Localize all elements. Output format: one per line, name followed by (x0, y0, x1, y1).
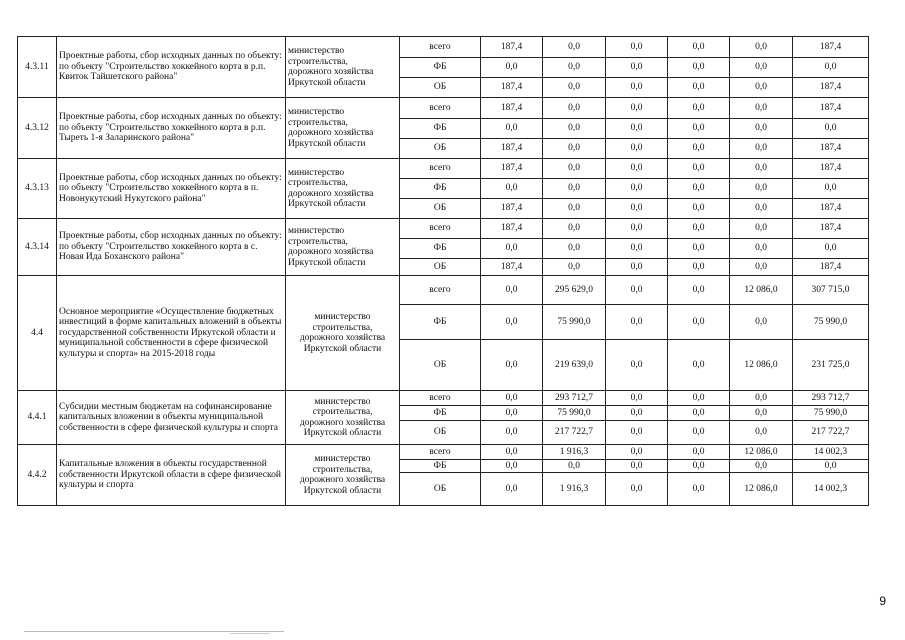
amount-total-cell: 307 715,0 (793, 276, 869, 305)
amount-cell: 0,0 (543, 460, 606, 473)
amount-cell: 0,0 (730, 391, 793, 406)
table-body (18, 37, 869, 506)
amount-cell: 0,0 (481, 119, 543, 139)
amount-cell: 0,0 (668, 445, 730, 460)
executor-line: министерство (314, 312, 371, 322)
amount-cell: 0,0 (668, 37, 730, 58)
table-row (18, 219, 869, 239)
amount-cell: 0,0 (606, 239, 668, 259)
executor-line: строительства, (312, 407, 373, 417)
amount-cell: 0,0 (730, 139, 793, 159)
amount-cell: 0,0 (668, 179, 730, 199)
amount-total-cell: 0,0 (793, 119, 869, 139)
row-executor (286, 159, 400, 219)
executor-line: строительства, (312, 464, 373, 475)
row-executor (286, 98, 400, 159)
row-code: 4.3.12 (18, 98, 57, 159)
amount-cell: 187,4 (481, 159, 543, 179)
amount-cell: 0,0 (606, 259, 668, 276)
executor-line: министерство (288, 226, 345, 236)
amount-cell: 0,0 (606, 119, 668, 139)
amount-cell: 0,0 (606, 98, 668, 119)
amount-cell: 12 086,0 (730, 445, 793, 460)
page-number: 9 (879, 594, 886, 608)
amount-total-cell: 187,4 (793, 219, 869, 239)
amount-cell: 187,4 (481, 219, 543, 239)
row-activity-name: Проектные работы, сбор исходных данных по объекту: по объекту "Строительство хоккейного корта в п. Новонукутский Нукутского района" (57, 159, 286, 219)
amount-cell: 0,0 (730, 119, 793, 139)
amount-cell: 187,4 (481, 139, 543, 159)
row-activity-name: Основное мероприятие «Осуществление бюджетных инвестиций в форме капитальных вложений в объекты государственной собственности Иркутской области и муниципальной собственности в сфере физической культуры и спорта» на 2015-2018 годы (57, 276, 286, 391)
amount-cell: 0,0 (543, 259, 606, 276)
amount-cell: 219 639,0 (543, 340, 606, 391)
funding-source: ФБ (400, 406, 481, 421)
amount-cell: 0,0 (606, 391, 668, 406)
amount-cell: 0,0 (730, 239, 793, 259)
amount-cell: 0,0 (730, 199, 793, 219)
row-activity-name: Субсидии местным бюджетам на софинансирование капитальных вложении в объекты муниципальной собственности в сфере физической культуры и спорта (57, 391, 286, 445)
table-row (18, 391, 869, 406)
amount-cell: 0,0 (606, 460, 668, 473)
executor-line: Иркутской области (288, 138, 366, 149)
amount-cell: 0,0 (481, 305, 543, 340)
amount-cell: 0,0 (481, 276, 543, 305)
amount-cell: 0,0 (543, 37, 606, 58)
amount-cell: 0,0 (481, 239, 543, 259)
amount-cell: 75 990,0 (543, 406, 606, 421)
amount-cell: 0,0 (543, 159, 606, 179)
amount-cell: 1 916,3 (543, 473, 606, 506)
amount-cell: 0,0 (668, 119, 730, 139)
amount-cell: 0,0 (730, 305, 793, 340)
funding-source: ФБ (400, 119, 481, 139)
amount-cell: 0,0 (543, 219, 606, 239)
row-executor (286, 276, 400, 391)
amount-cell: 0,0 (730, 179, 793, 199)
amount-total-cell: 0,0 (793, 58, 869, 78)
amount-cell: 0,0 (481, 460, 543, 473)
amount-cell: 0,0 (730, 58, 793, 78)
row-activity-name: Проектные работы, сбор исходных данных по объекту: по объекту "Строительство хоккейного корта в с. Новая Ида Боханского района" (57, 219, 286, 276)
amount-cell: 0,0 (543, 179, 606, 199)
amount-cell: 0,0 (543, 58, 606, 78)
amount-cell: 0,0 (481, 421, 543, 445)
funding-source: ФБ (400, 460, 481, 473)
amount-cell: 0,0 (543, 199, 606, 219)
executor-line: Иркутской области (288, 257, 366, 268)
amount-cell: 12 086,0 (730, 340, 793, 391)
funding-source: ФБ (400, 179, 481, 199)
amount-cell: 187,4 (481, 259, 543, 276)
amount-cell: 0,0 (606, 139, 668, 159)
amount-cell: 0,0 (730, 259, 793, 276)
row-executor (286, 37, 400, 98)
executor-line: Иркутской области (303, 343, 382, 354)
amount-cell: 0,0 (481, 391, 543, 406)
funding-source: ОБ (400, 259, 481, 276)
amount-cell: 0,0 (606, 37, 668, 58)
amount-total-cell: 187,4 (793, 199, 869, 219)
executor-line: дорожного хозяйства (299, 333, 386, 343)
amount-cell: 0,0 (606, 159, 668, 179)
amount-total-cell: 187,4 (793, 98, 869, 119)
amount-cell: 0,0 (730, 98, 793, 119)
row-executor (286, 219, 400, 276)
amount-cell: 293 712,7 (543, 391, 606, 406)
amount-cell: 0,0 (543, 119, 606, 139)
funding-source: ОБ (400, 78, 481, 98)
amount-total-cell: 75 990,0 (793, 406, 869, 421)
amount-cell: 0,0 (730, 78, 793, 98)
amount-total-cell: 0,0 (793, 239, 869, 259)
amount-cell: 0,0 (668, 276, 730, 305)
amount-cell: 12 086,0 (730, 276, 793, 305)
row-executor (286, 445, 400, 506)
amount-cell: 0,0 (606, 276, 668, 305)
amount-cell: 0,0 (668, 406, 730, 421)
executor-line: строительства, (288, 56, 348, 67)
amount-cell: 0,0 (606, 445, 668, 460)
amount-cell: 0,0 (668, 391, 730, 406)
executor-line: дорожного хозяйства (288, 247, 374, 257)
footer-rule (24, 631, 284, 632)
funding-source: всего (400, 219, 481, 239)
amount-total-cell: 187,4 (793, 37, 869, 58)
funding-source: всего (400, 276, 481, 305)
amount-cell: 0,0 (668, 98, 730, 119)
executor-line: министерство (314, 454, 371, 464)
amount-cell: 0,0 (730, 421, 793, 445)
amount-cell: 0,0 (606, 406, 668, 421)
amount-cell: 0,0 (668, 473, 730, 506)
row-code: 4.4.1 (18, 391, 57, 445)
amount-cell: 0,0 (606, 473, 668, 506)
amount-cell: 0,0 (481, 406, 543, 421)
amount-cell: 0,0 (606, 421, 668, 445)
funding-source: всего (400, 159, 481, 179)
executor-line: дорожного хозяйства (288, 128, 374, 138)
table-row (18, 98, 869, 119)
funding-source: ОБ (400, 473, 481, 506)
amount-cell: 0,0 (668, 58, 730, 78)
executor-line: дорожного хозяйства (299, 417, 386, 428)
amount-cell: 0,0 (668, 219, 730, 239)
executor-line: министерство (314, 396, 371, 407)
executor-line: Иркутской области (303, 485, 382, 496)
amount-cell: 12 086,0 (730, 473, 793, 506)
row-activity-name: Проектные работы, сбор исходных данных по объекту: по объекту "Строительство хоккейного корта в р.п. Квиток Тайшетского района" (57, 37, 286, 98)
footer-rule-short (230, 633, 270, 634)
funding-source: всего (400, 391, 481, 406)
amount-cell: 187,4 (481, 98, 543, 119)
amount-cell: 0,0 (606, 199, 668, 219)
amount-cell: 0,0 (481, 179, 543, 199)
funding-source: ФБ (400, 305, 481, 340)
row-code: 4.3.11 (18, 37, 57, 98)
amount-total-cell: 231 725,0 (793, 340, 869, 391)
amount-cell: 0,0 (606, 219, 668, 239)
executor-line: Иркутской области (288, 77, 366, 88)
amount-cell: 0,0 (730, 460, 793, 473)
executor-line: дорожного хозяйства (288, 67, 374, 77)
amount-cell: 0,0 (730, 159, 793, 179)
amount-cell: 187,4 (481, 78, 543, 98)
executor-line: министерство (288, 107, 345, 117)
executor-line: министерство (288, 167, 345, 178)
funding-source: ОБ (400, 139, 481, 159)
amount-cell: 0,0 (606, 78, 668, 98)
amount-cell: 0,0 (668, 421, 730, 445)
amount-cell: 0,0 (606, 340, 668, 391)
amount-total-cell: 14 002,3 (793, 445, 869, 460)
amount-total-cell: 217 722,7 (793, 421, 869, 445)
funding-source: ОБ (400, 340, 481, 391)
funding-source: ОБ (400, 421, 481, 445)
row-code: 4.4 (18, 276, 57, 391)
executor-line: дорожного хозяйства (288, 188, 374, 199)
executor-line: Иркутской области (288, 199, 366, 209)
executor-line: министерство (288, 46, 345, 56)
amount-cell: 0,0 (668, 259, 730, 276)
amount-total-cell: 187,4 (793, 139, 869, 159)
executor-line: дорожного хозяйства (299, 475, 386, 485)
amount-cell: 0,0 (606, 58, 668, 78)
amount-cell: 0,0 (668, 159, 730, 179)
amount-cell: 295 629,0 (543, 276, 606, 305)
amount-cell: 0,0 (543, 139, 606, 159)
table-row (18, 445, 869, 460)
amount-total-cell: 0,0 (793, 179, 869, 199)
amount-cell: 0,0 (668, 305, 730, 340)
amount-cell: 0,0 (543, 239, 606, 259)
amount-cell: 0,0 (481, 473, 543, 506)
funding-source: всего (400, 37, 481, 58)
amount-total-cell: 187,4 (793, 78, 869, 98)
amount-cell: 0,0 (606, 179, 668, 199)
amount-cell: 0,0 (606, 305, 668, 340)
amount-cell: 0,0 (668, 199, 730, 219)
amount-cell: 0,0 (668, 340, 730, 391)
amount-total-cell: 14 002,3 (793, 473, 869, 506)
amount-total-cell: 0,0 (793, 460, 869, 473)
row-executor (286, 391, 400, 445)
row-code: 4.4.2 (18, 445, 57, 506)
amount-total-cell: 75 990,0 (793, 305, 869, 340)
amount-cell: 217 722,7 (543, 421, 606, 445)
amount-cell: 0,0 (730, 37, 793, 58)
amount-total-cell: 187,4 (793, 259, 869, 276)
amount-cell: 0,0 (481, 445, 543, 460)
row-code: 4.3.13 (18, 159, 57, 219)
executor-line: Иркутской области (303, 428, 382, 438)
amount-cell: 0,0 (481, 58, 543, 78)
amount-cell: 0,0 (543, 98, 606, 119)
amount-total-cell: 293 712,7 (793, 391, 869, 406)
table-row (18, 159, 869, 179)
amount-cell: 0,0 (668, 460, 730, 473)
amount-cell: 0,0 (730, 406, 793, 421)
executor-line: строительства, (288, 117, 348, 128)
funding-source: всего (400, 98, 481, 119)
amount-cell: 1 916,3 (543, 445, 606, 460)
row-activity-name: Проектные работы, сбор исходных данных по объекту: по объекту "Строительство хоккейного корта в р.п. Тырeть 1-я Заларинского района" (57, 98, 286, 159)
budget-table (17, 36, 869, 506)
amount-cell: 187,4 (481, 37, 543, 58)
amount-cell: 75 990,0 (543, 305, 606, 340)
table-row (18, 37, 869, 58)
funding-source: ФБ (400, 58, 481, 78)
executor-line: строительства, (312, 322, 373, 333)
amount-cell: 0,0 (730, 219, 793, 239)
funding-source: ФБ (400, 239, 481, 259)
executor-line: строительства, (288, 178, 348, 188)
funding-source: ОБ (400, 199, 481, 219)
table-row (18, 276, 869, 305)
amount-total-cell: 187,4 (793, 159, 869, 179)
executor-line: строительства, (288, 236, 348, 247)
funding-source: всего (400, 445, 481, 460)
amount-cell: 0,0 (668, 78, 730, 98)
amount-cell: 0,0 (481, 340, 543, 391)
amount-cell: 0,0 (668, 139, 730, 159)
amount-cell: 0,0 (543, 78, 606, 98)
amount-cell: 0,0 (668, 239, 730, 259)
amount-cell: 187,4 (481, 199, 543, 219)
row-code: 4.3.14 (18, 219, 57, 276)
row-activity-name: Капитальные вложения в объекты государственной собственности Иркутской области в сфере физической культуры и спорта (57, 445, 286, 506)
